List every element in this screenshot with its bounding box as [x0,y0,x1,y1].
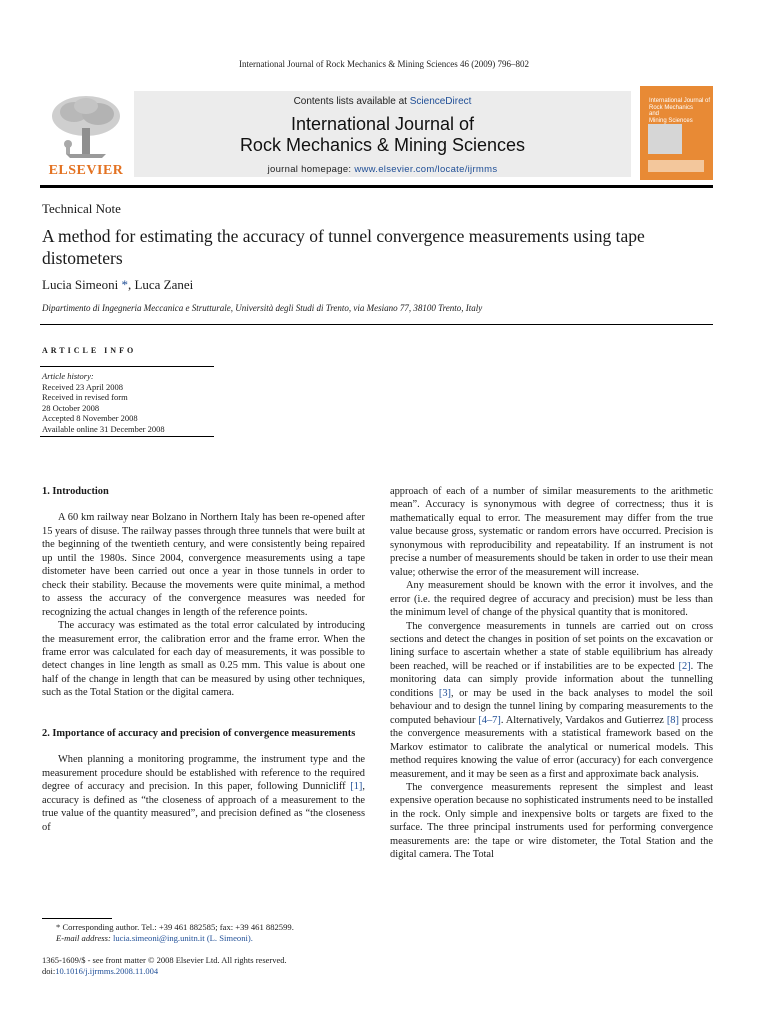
email-label: E-mail address: [56,933,113,943]
publisher-name: ELSEVIER [48,163,124,178]
footnote-email-line [42,933,365,944]
section-2-paragraph [42,753,365,834]
journal-citation: International Journal of Rock Mechanics & Mining Sciences 46 (2009) 796–802 [239,59,529,69]
history-accepted: Accepted 8 November 2008 [42,413,138,423]
author-name[interactable]: Lucia Simeoni [42,277,119,292]
cover-title-line: and [649,111,660,117]
article-info-rule [40,366,214,367]
sciencedirect-link[interactable]: ScienceDirect [409,96,472,107]
footnote-rule [42,918,112,919]
section-1-paragraph: A 60 km railway near Bolzano in Northern Italy has been re-opened after 15 years of disuse. The railway passes through three tunnels that were built at the beginning of the twentieth century, and were consistently being repaired up until the 1980s. Since 2004, convergence measurements using a tape distometer have been carried out once a year in those tunnels in order to check their stability. Because the movements were quite minimal, a method to assess the accuracy of the convergence measures was needed for recognizing the actual changes in length of the reference points. [42,512,365,618]
email-link[interactable]: lucia.simeoni@ing.unitn.it [112,933,205,943]
journal-title [134,114,631,156]
footnote [42,922,365,944]
history-revised-date: 28 October 2008 [42,402,100,413]
section-2-heading: 2. Importance of accuracy and precision of convergence measurements [42,727,356,739]
cover-title-line: Rock Mechanics [649,104,694,111]
history-revised-label: Received in revised form [42,392,128,402]
reference-link[interactable]: [3] [438,687,451,699]
history-heading: Article history: [42,371,94,381]
tree-logo-icon [46,92,126,162]
contents-line [134,96,631,107]
copyright-line: 1365-1609/$ - see front matter © 2008 Elsevier Ltd. All rights reserved. [42,955,287,965]
author-list [42,277,193,293]
contents-prefix: Contents lists available at [293,96,410,107]
section-2-paragraph [390,620,713,781]
reference-link[interactable]: [4–7] [478,714,501,726]
history-received: Received 23 April 2008 [42,381,123,392]
cover-title [649,98,710,124]
text-span: process the convergence measurements with a statistical framework based on the Markov estimator to calibrate the analytical or numerical models. This method requires knowing the value of error (accuracy) for each convergence measurement, and it may be seen as a first and approximate back analysis. [390,714,713,780]
doi-line [42,966,287,977]
article-history [42,371,165,434]
section-1-heading: 1. Introduction [42,486,109,497]
section-2-paragraph: The convergence measurements represent the simplest and least expensive operation because no sophisticated instruments need to be installed in the rock. Only simple and inexpensive bolts or targets are fixed to the surface. The three principal instruments used for performing convergence measurements are: the tape or wire distometer, the Total Station and the digital camera. The Total [390,781,713,861]
journal-homepage [134,164,631,175]
right-column [390,485,713,862]
corresponding-author-mark[interactable]: * [118,277,128,292]
homepage-prefix: journal homepage: [267,164,355,175]
author-name[interactable]: Luca Zanei [134,277,194,292]
cover-band [648,160,704,172]
reference-link[interactable]: [2] [678,660,691,672]
left-column [42,485,365,834]
history-online: Available online 31 December 2008 [42,423,165,434]
cover-rock-image [648,124,682,154]
homepage-link[interactable]: www.elsevier.com/locate/ijrmms [354,164,498,175]
journal-title-line1: International Journal of [290,114,475,134]
journal-info-box [134,91,631,177]
elsevier-logo[interactable] [40,86,132,182]
reference-link[interactable]: [8] [666,714,679,726]
title-rule [40,324,713,325]
doi-label: doi: [42,966,56,976]
text-span: , or may be used in the back analyses to model the soil behaviour and to design the tunnel lining by comparing measurements to the computed behaviour [390,687,713,726]
section-2-paragraph: approach of each of a number of similar measurements to the arithmetic mean”. Accuracy is synonymous with degree of correctness; thus it is mathematically equal to error. The measurement may differ from the true value because gross, systematic or random errors have occurred. Precision is synonymous with reproducibility and repeatability. If an instrument is not precise a number of measurements should be taken in order to use their mean value; otherwise the error of the measurement will increase. [390,486,713,578]
text-span: . The monitoring data can simply provide information about the tunnelling conditions [390,660,713,699]
email-owner: (L. Simeoni). [204,933,253,943]
text-span: The convergence measurements in tunnels are carried out on cross sections and detect the changes in position of set points on the excavation or lining surface to ascertain whether a state of stable equilibrium has already been reached, will be reached or if instabilities are to be expected [390,620,713,672]
text-span: , accuracy is defined as “the closeness of approach of a measurement to the true value of the quantity measured”, and precision defined as “the closeness of [42,781,365,833]
text-span: When planning a monitoring programme, the instrument type and the measurement procedure should be established with reference to the required degree of accuracy and precision. In this paper, following Dunnicliff [42,754,365,793]
copyright-block [42,955,287,977]
journal-banner [40,86,713,182]
cover-title-line: International Journal of [649,98,711,104]
author-separator: , [127,277,135,292]
article-info-rule [40,436,214,437]
section-2-paragraph: Any measurement should be known with the error it involves, and the error (i.e. the required degree of accuracy and precision) must be less than the minimum level of change of the physical quantity that is monitored. [390,580,713,619]
section-1-paragraph: The accuracy was estimated as the total error calculated by introducing the measurement error, the calibration error and the frame error. When the frame error was calculated for each day of measurements, it was possible to detect changes in line length as small as 0.25 mm. This value is about one half of the change in length that can be measured by using other techniques, such as the Total Station or the digital camera. [42,620,365,699]
article-title: A method for estimating the accuracy of tunnel convergence measurements using tape distometers [42,226,645,268]
text-span: . Alternatively, Vardakos and Gutierrez [500,714,667,726]
cover-title-line: Mining Sciences [649,117,693,124]
footnote-contact: * Corresponding author. Tel.: +39 461 882585; fax: +39 461 882599. [56,922,294,932]
affiliation: Dipartimento di Ingegneria Meccanica e Strutturale, Università degli Studi di Trento, via Mesiano 77, 38100 Trento, Italy [42,303,483,313]
reference-link[interactable]: [1] [350,781,363,793]
article-type: Technical Note [42,201,121,216]
journal-title-line2: Rock Mechanics & Mining Sciences [239,135,526,155]
header-rule [40,185,713,188]
doi-link[interactable]: 10.1016/j.ijrmms.2008.11.004 [55,966,159,976]
article-info-heading: ARTICLE INFO [42,346,137,355]
journal-cover-thumbnail[interactable] [640,86,713,180]
